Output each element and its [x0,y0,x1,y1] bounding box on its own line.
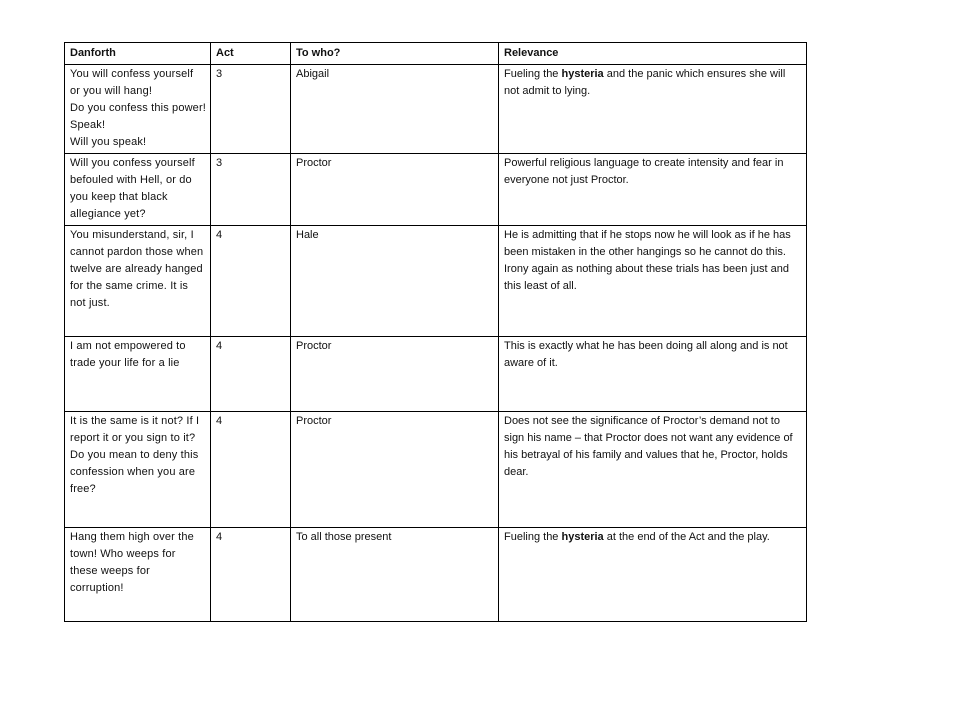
table-body [65,65,807,622]
relevance-cell [499,337,807,412]
table-row [65,337,807,412]
quote-cell [65,226,211,337]
quote-line: Hang them high over the town! Who weeps for these weeps for corruption! [70,531,194,594]
table-row [65,65,807,154]
highlighted-term: hysteria [561,531,604,543]
act-cell: 3 [211,65,291,154]
quote-line: Will you speak! [70,136,147,148]
quote-cell [65,412,211,528]
act-cell: 4 [211,412,291,528]
to-who-cell: Abigail [291,65,499,154]
header-row [65,43,807,65]
quotes-table [64,42,807,622]
table-row [65,226,807,337]
relevance-text: This is exactly what he has been doing all along and is not aware of it. [504,340,788,369]
relevance-text: and the panic which ensures she will not admit to lying. [504,68,786,97]
relevance-text: Fueling the [504,531,562,543]
highlighted-term: hysteria [561,68,604,80]
header-quote: Danforth [65,43,211,65]
quote-cell [65,65,211,154]
quote-line: Will you confess yourself befouled with Hell, or do you keep that black allegiance yet? [70,157,195,220]
quote-line: You misunderstand, sir, I cannot pardon those when twelve are already hanged for the same crime. It is not just. [70,229,204,309]
quote-cell [65,528,211,622]
relevance-text: at the end of the Act and the play. [603,531,770,543]
relevance-cell [499,154,807,226]
table-row [65,154,807,226]
header-act: Act [211,43,291,65]
to-who-cell: To all those present [291,528,499,622]
relevance-text: Powerful religious language to create intensity and fear in everyone not just Proctor. [504,157,784,186]
quote-cell [65,154,211,226]
header-to-who: To who? [291,43,499,65]
relevance-text: Fueling the [504,68,562,80]
header-relevance: Relevance [499,43,807,65]
table-row [65,412,807,528]
quote-line: I am not empowered to trade your life for a lie [70,340,186,369]
quote-line: Do you confess this power! Speak! [70,102,206,131]
act-cell: 4 [211,528,291,622]
act-cell: 4 [211,337,291,412]
quote-cell [65,337,211,412]
relevance-cell [499,226,807,337]
to-who-cell: Hale [291,226,499,337]
act-cell: 3 [211,154,291,226]
act-cell: 4 [211,226,291,337]
relevance-cell [499,65,807,154]
to-who-cell: Proctor [291,412,499,528]
table-row [65,528,807,622]
to-who-cell: Proctor [291,337,499,412]
relevance-cell [499,528,807,622]
relevance-text: Does not see the significance of Proctor’s demand not to sign his name – that Proctor does not want any evidence of his betrayal of his family and values that he, Proctor, holds dear. [504,415,793,478]
relevance-text: He is admitting that if he stops now he will look as if he has been mistaken in the other hangings so he cannot do this. Irony again as nothing about these trials has been just and this least of all. [504,229,791,292]
quote-line: You will confess yourself or you will hang! [70,68,194,97]
relevance-cell [499,412,807,528]
to-who-cell: Proctor [291,154,499,226]
quote-line: It is the same is it not? If I report it or you sign to it? Do you mean to deny this confession when you are free? [70,415,200,495]
